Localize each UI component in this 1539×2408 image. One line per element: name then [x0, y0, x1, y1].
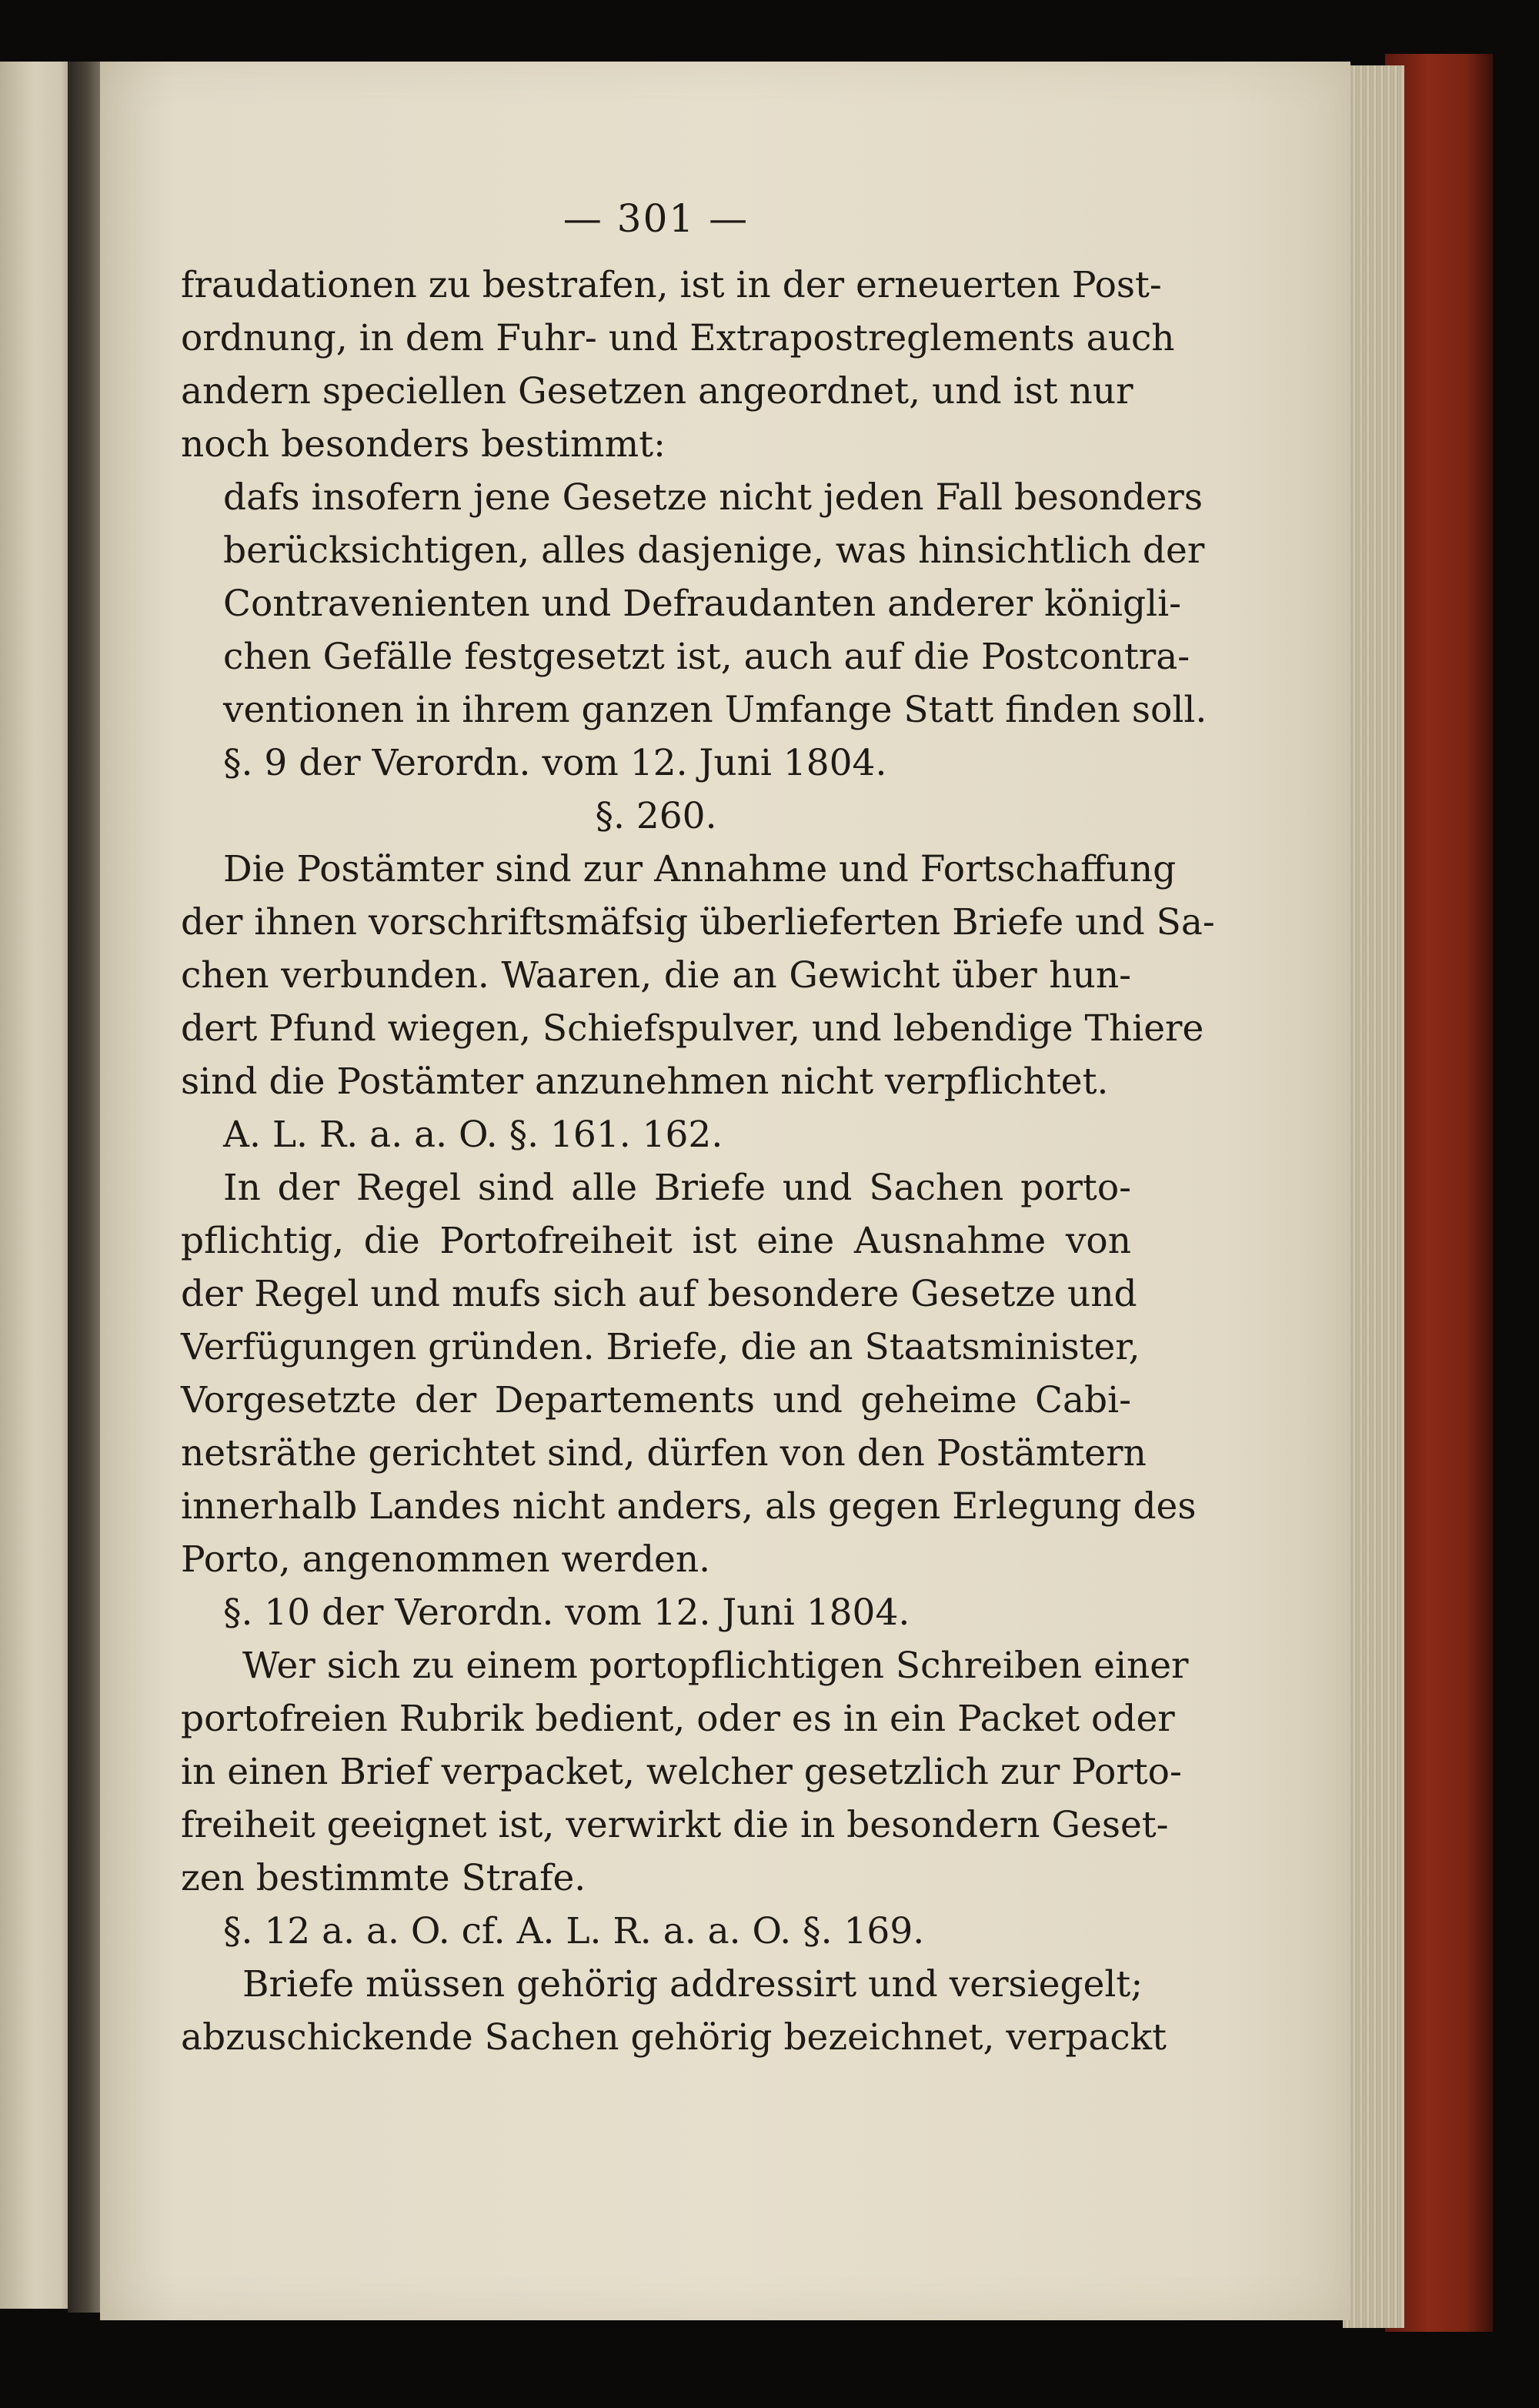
text-line: noch besonders bestimmt:: [181, 423, 666, 466]
text-line: portofreien Rubrik bedient, oder es in ein Packet oder: [181, 1698, 1175, 1740]
text-line: freiheit geeignet ist, verwirkt die in besondern Geset-: [181, 1804, 1169, 1846]
text-line: netsräthe gerichtet sind, dürfen von den Postämtern: [181, 1432, 1147, 1475]
text-line: chen Gefälle festgesetzt ist, auch auf die Postcontra-: [223, 636, 1190, 678]
text-line: Wer sich zu einem portopflichtigen Schreiben einer: [242, 1645, 1189, 1687]
text-line: dert Pfund wiegen, Schiefspulver, und lebendige Thiere: [181, 1007, 1204, 1050]
text-line: zen bestimmte Strafe.: [181, 1857, 586, 1899]
text-line: Briefe müssen gehörig addressirt und versiegelt;: [242, 1963, 1143, 2006]
text-line: abzuschickende Sachen gehörig bezeichnet, verpackt: [181, 2016, 1167, 2059]
page-number-header: — 301 —: [563, 196, 749, 241]
text-line: ordnung, in dem Fuhr- und Extrapostreglements auch: [181, 317, 1175, 359]
left-page-edge: [0, 62, 77, 2309]
citation-line: §. 12 a. a. O. cf. A. L. R. a. a. O. §. 169.: [223, 1910, 925, 1952]
page-block-edges: [1343, 65, 1404, 2328]
text-line: Die Postämter sind zur Annahme und Fortschaffung: [223, 848, 1177, 890]
text-line: Porto, angenommen werden.: [181, 1538, 711, 1581]
text-line: in einen Brief verpacket, welcher gesetzlich zur Porto-: [181, 1751, 1182, 1793]
text-line: Verfügungen gründen. Briefe, die an Staatsminister,: [181, 1326, 1140, 1368]
text-line: innerhalb Landes nicht anders, als gegen Erlegung des: [181, 1485, 1197, 1528]
text-line: sind die Postämter anzunehmen nicht verpflichtet.: [181, 1060, 1109, 1103]
citation-line: §. 9 der Verordn. vom 12. Juni 1804.: [223, 742, 887, 784]
text-line: berücksichtigen, alles dasjenige, was hinsichtlich der: [223, 529, 1205, 572]
citation-line: §. 10 der Verordn. vom 12. Juni 1804.: [223, 1591, 910, 1634]
text-line: der ihnen vorschriftsmäfsig überlieferten Briefe und Sa-: [181, 901, 1215, 943]
text-line: chen verbunden. Waaren, die an Gewicht über hun-: [181, 954, 1131, 997]
text-line: dafs insofern jene Gesetze nicht jeden Fall besonders: [223, 476, 1203, 519]
text-line: der Regel und mufs sich auf besondere Gesetze und: [181, 1273, 1137, 1315]
text-line: ventionen in ihrem ganzen Umfange Statt finden soll.: [223, 689, 1207, 731]
citation-line: A. L. R. a. a. O. §. 161. 162.: [223, 1114, 723, 1156]
text-line: pflichtig, die Portofreiheit ist eine Ausnahme von: [181, 1220, 1131, 1262]
text-line: In der Regel sind alle Briefe und Sachen porto-: [223, 1167, 1131, 1209]
text-line: Vorgesetzte der Departements und geheime Cabi-: [181, 1379, 1131, 1421]
page-text: [181, 192, 1215, 2064]
text-line: andern speciellen Gesetzen angeordnet, und ist nur: [181, 370, 1133, 412]
text-line: fraudationen zu bestrafen, ist in der erneuerten Post-: [181, 264, 1162, 306]
section-heading: §. 260.: [595, 795, 717, 837]
text-line: Contravenienten und Defraudanten anderer königli-: [223, 583, 1182, 625]
